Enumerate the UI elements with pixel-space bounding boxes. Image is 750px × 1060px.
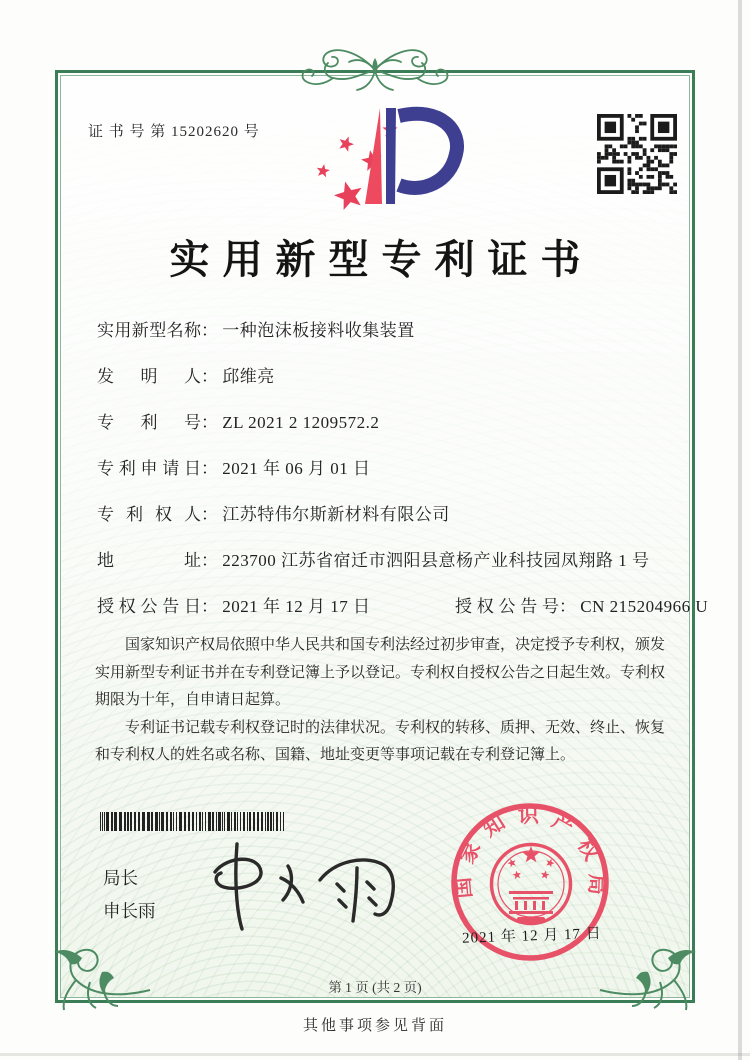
field-label: 授权公告日 bbox=[97, 597, 201, 616]
field-value: 2021 年 06 月 01 日 bbox=[222, 459, 371, 478]
field-row-address bbox=[97, 552, 663, 569]
back-side-note: 其他事项参见背面 bbox=[302, 1018, 447, 1034]
legal-paragraph-2: 专利证书记载专利权登记时的法律状况。专利权的转移、质押、无效、终止、恢复和专利权人的姓名或名称、国籍、地址变更等事项记载在专利登记簿上。 bbox=[95, 719, 666, 763]
field-row-patent-no bbox=[97, 414, 663, 431]
qr-code bbox=[597, 114, 677, 194]
colon: ： bbox=[201, 459, 218, 478]
field-label: 专利权人 bbox=[97, 505, 201, 524]
scan-shadow bbox=[738, 0, 742, 1060]
scan-shadow bbox=[0, 1053, 750, 1056]
colon: ： bbox=[201, 367, 218, 386]
field-row-name bbox=[97, 322, 663, 339]
legal-paragraph-1: 国家知识产权局依照中华人民共和国专利法经过初步审查，决定授予专利权，颁发实用新型专利证书并在专利登记簿上予以登记。专利权自授权公告之日起生效。专利权期限为十年，自申请日起算。 bbox=[95, 637, 666, 708]
field-value: 223700 江苏省宿迁市泗阳县意杨产业科技园凤翔路 1 号 bbox=[222, 551, 650, 570]
field-label: 地址 bbox=[97, 551, 201, 570]
field-label: 授权公告号 bbox=[455, 597, 559, 616]
seal-agency-text: 国家知识产权局 bbox=[450, 802, 610, 900]
field-label: 专利申请日 bbox=[97, 459, 201, 478]
field-row-filing-date bbox=[97, 460, 663, 477]
field-row-patentee bbox=[97, 506, 663, 523]
signoff-name: 申长雨 bbox=[103, 901, 156, 921]
colon: ： bbox=[201, 551, 218, 570]
field-row-grant bbox=[97, 597, 709, 616]
signature-icon bbox=[185, 828, 410, 936]
field-value: 2021 年 12 月 17 日 bbox=[222, 597, 371, 616]
field-value: 一种泡沫板接料收集装置 bbox=[222, 321, 415, 340]
field-label: 实用新型名称 bbox=[97, 321, 201, 340]
legal-text bbox=[95, 632, 665, 770]
field-list bbox=[97, 321, 709, 644]
field-value: ZL 2021 2 1209572.2 bbox=[222, 413, 380, 432]
top-flourish-icon bbox=[287, 40, 463, 96]
field-label: 专利号 bbox=[97, 413, 201, 432]
colon: ： bbox=[201, 413, 218, 432]
certificate-title: 实用新型专利证书 bbox=[169, 237, 594, 282]
colon: ： bbox=[201, 321, 218, 340]
field-value: 江苏特伟尔斯新材料有限公司 bbox=[222, 505, 450, 524]
field-value: 邱维亮 bbox=[222, 367, 275, 386]
field-label: 发明人 bbox=[97, 367, 201, 386]
signoff-title: 局长 bbox=[103, 868, 138, 888]
colon: ： bbox=[201, 505, 218, 524]
field-value: CN 215204966 U bbox=[580, 597, 709, 616]
field-row-grant-number bbox=[455, 598, 708, 615]
page-number: 第 1 页 (共 2 页) bbox=[328, 980, 422, 995]
field-row-inventor bbox=[97, 368, 663, 385]
colon: ： bbox=[559, 597, 576, 616]
national-emblem-icon bbox=[492, 845, 571, 924]
signoff-block bbox=[103, 862, 156, 928]
colon: ： bbox=[201, 597, 218, 616]
bottom-left-flourish-icon bbox=[46, 938, 158, 1012]
certificate-number: 证 书 号 第 15202620 号 bbox=[88, 124, 260, 140]
seal-date: 2021 年 12 月 17 日 bbox=[461, 925, 603, 947]
cnipa-logo-icon bbox=[302, 104, 467, 216]
